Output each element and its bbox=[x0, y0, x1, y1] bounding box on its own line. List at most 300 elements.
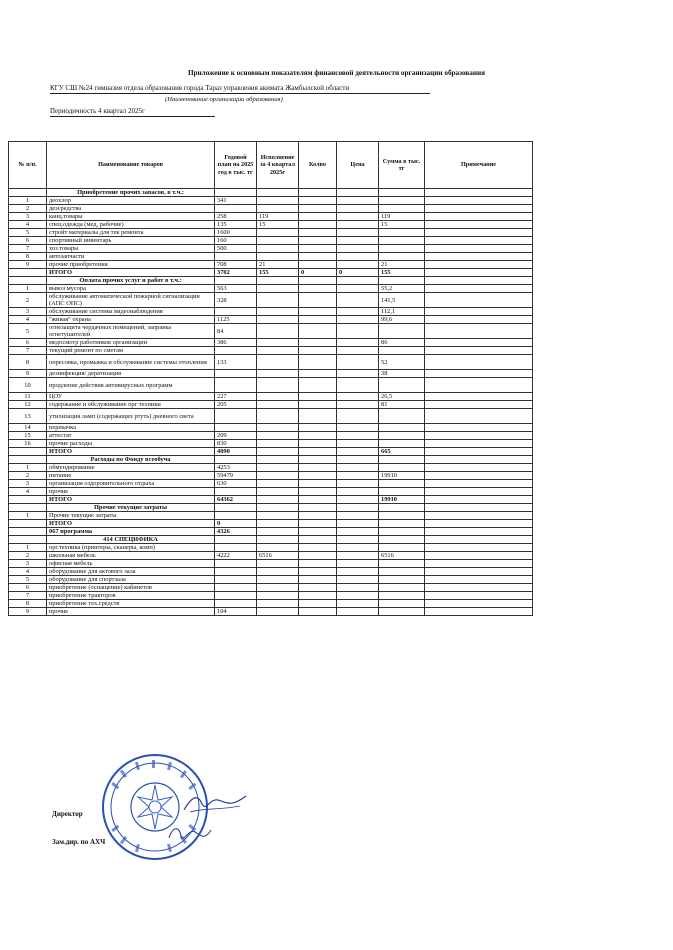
table-cell bbox=[425, 424, 533, 432]
table-cell bbox=[425, 293, 533, 308]
table-cell bbox=[257, 237, 299, 245]
table-cell bbox=[215, 560, 257, 568]
table-cell bbox=[215, 600, 257, 608]
table-cell bbox=[215, 512, 257, 520]
table-row bbox=[9, 576, 533, 584]
table-cell: обмундирование bbox=[47, 464, 215, 472]
table-cell bbox=[379, 237, 425, 245]
table-cell bbox=[257, 393, 299, 401]
table-cell bbox=[425, 370, 533, 378]
table-cell bbox=[215, 488, 257, 496]
table-cell bbox=[299, 261, 337, 269]
table-cell bbox=[379, 229, 425, 237]
table-cell bbox=[215, 544, 257, 552]
table-row bbox=[9, 253, 533, 261]
table-cell bbox=[9, 189, 47, 197]
table-cell bbox=[257, 253, 299, 261]
table-cell bbox=[337, 520, 379, 528]
document-title: Приложение к основным показателям финансовой деятельности организации образования bbox=[187, 69, 486, 77]
table-cell bbox=[299, 293, 337, 308]
table-cell bbox=[425, 528, 533, 536]
table-cell: 6516 bbox=[379, 552, 425, 560]
table-cell bbox=[257, 520, 299, 528]
table-cell bbox=[425, 600, 533, 608]
table-cell bbox=[425, 269, 533, 277]
table-cell bbox=[337, 464, 379, 472]
table-cell bbox=[215, 568, 257, 576]
table-cell bbox=[425, 261, 533, 269]
table-cell bbox=[379, 464, 425, 472]
table-cell: 84 bbox=[215, 324, 257, 339]
table-cell: 500 bbox=[215, 245, 257, 253]
deputy-signature bbox=[165, 820, 215, 848]
table-cell bbox=[425, 432, 533, 440]
table-cell bbox=[257, 560, 299, 568]
table-cell bbox=[337, 316, 379, 324]
total-row bbox=[9, 496, 533, 504]
table-cell: школьная мебель bbox=[47, 552, 215, 560]
table-cell bbox=[337, 488, 379, 496]
table-cell: оборудование для спортзала bbox=[47, 576, 215, 584]
table-cell: 1 bbox=[9, 285, 47, 293]
section-header bbox=[9, 277, 533, 285]
table-cell: приобретение тракторов bbox=[47, 592, 215, 600]
table-cell: "живая" охрана bbox=[47, 316, 215, 324]
table-cell: ЦОУ bbox=[47, 393, 215, 401]
table-cell bbox=[215, 205, 257, 213]
table-cell: 4 bbox=[9, 488, 47, 496]
table-cell bbox=[337, 440, 379, 448]
table-cell: 2 bbox=[9, 552, 47, 560]
table-cell bbox=[379, 568, 425, 576]
table-cell: 4 bbox=[9, 316, 47, 324]
table-cell bbox=[379, 544, 425, 552]
table-cell: 386 bbox=[215, 339, 257, 347]
table-cell bbox=[9, 269, 47, 277]
table-cell bbox=[257, 464, 299, 472]
section-header bbox=[9, 189, 533, 197]
table-cell: приобретение тех.средств bbox=[47, 600, 215, 608]
table-cell: 4090 bbox=[215, 448, 257, 456]
table-cell bbox=[215, 424, 257, 432]
table-cell bbox=[257, 536, 299, 544]
table-cell: Приобретение прочих запасов, в т.ч.: bbox=[47, 189, 215, 197]
table-cell bbox=[379, 512, 425, 520]
table-cell bbox=[299, 245, 337, 253]
table-header-row bbox=[9, 142, 533, 189]
table-cell: 258 bbox=[215, 213, 257, 221]
table-cell bbox=[337, 409, 379, 424]
table-cell: 135 bbox=[215, 221, 257, 229]
table-cell: 5 bbox=[9, 324, 47, 339]
table-cell bbox=[299, 285, 337, 293]
table-cell: прочие bbox=[47, 608, 215, 616]
table-cell bbox=[425, 245, 533, 253]
table-cell: 0 bbox=[215, 520, 257, 528]
table-cell bbox=[299, 448, 337, 456]
table-cell bbox=[299, 568, 337, 576]
table-cell: 227 bbox=[215, 393, 257, 401]
table-row bbox=[9, 221, 533, 229]
table-row bbox=[9, 552, 533, 560]
table-cell: ИТОГО bbox=[47, 269, 215, 277]
table-cell: ИТОГО bbox=[47, 448, 215, 456]
table-cell bbox=[299, 432, 337, 440]
table-cell bbox=[337, 568, 379, 576]
table-cell bbox=[337, 355, 379, 370]
table-cell bbox=[337, 285, 379, 293]
table-row bbox=[9, 440, 533, 448]
table-cell bbox=[337, 552, 379, 560]
table-cell bbox=[299, 592, 337, 600]
table-cell bbox=[379, 480, 425, 488]
table-cell: 414 СПЕЦИФИКА bbox=[47, 536, 215, 544]
table-cell bbox=[257, 504, 299, 512]
table-cell: перекачка bbox=[47, 424, 215, 432]
table-cell bbox=[299, 544, 337, 552]
table-cell bbox=[425, 189, 533, 197]
table-cell bbox=[337, 480, 379, 488]
table-cell: 21 bbox=[379, 261, 425, 269]
table-cell: 15 bbox=[9, 432, 47, 440]
table-row bbox=[9, 213, 533, 221]
table-cell: 3 bbox=[9, 213, 47, 221]
table-cell: 160 bbox=[215, 237, 257, 245]
table-cell: 205 bbox=[215, 401, 257, 409]
table-cell bbox=[425, 456, 533, 464]
table-cell: 9 bbox=[9, 370, 47, 378]
table-cell: прочие приобретения bbox=[47, 261, 215, 269]
table-cell: ИТОГО bbox=[47, 496, 215, 504]
table-cell bbox=[379, 424, 425, 432]
table-row bbox=[9, 409, 533, 424]
table-cell bbox=[379, 504, 425, 512]
table-cell bbox=[425, 409, 533, 424]
table-cell bbox=[9, 448, 47, 456]
table-cell bbox=[215, 370, 257, 378]
table-cell bbox=[379, 197, 425, 205]
table-cell bbox=[337, 189, 379, 197]
table-row bbox=[9, 316, 533, 324]
table-cell bbox=[425, 608, 533, 616]
table-cell: 0 bbox=[337, 269, 379, 277]
table-cell bbox=[257, 496, 299, 504]
table-cell bbox=[257, 197, 299, 205]
table-row bbox=[9, 480, 533, 488]
table-cell: Расходы по Фонду всеобуча bbox=[47, 456, 215, 464]
table-cell bbox=[9, 504, 47, 512]
section-header bbox=[9, 536, 533, 544]
table-cell bbox=[299, 355, 337, 370]
table-cell: прочие bbox=[47, 488, 215, 496]
table-cell bbox=[299, 253, 337, 261]
table-cell bbox=[299, 189, 337, 197]
table-cell: канц.товары bbox=[47, 213, 215, 221]
table-cell bbox=[379, 245, 425, 253]
table-cell bbox=[299, 584, 337, 592]
deputy-label: Зам.дир. по АХЧ bbox=[52, 838, 106, 846]
table-cell: оборудование для актового зала bbox=[47, 568, 215, 576]
table-cell bbox=[425, 496, 533, 504]
table-cell: 1125 bbox=[215, 316, 257, 324]
table-cell bbox=[379, 440, 425, 448]
table-cell bbox=[299, 277, 337, 285]
table-row bbox=[9, 568, 533, 576]
table-cell bbox=[425, 536, 533, 544]
table-cell: 2 bbox=[9, 293, 47, 308]
table-cell bbox=[337, 205, 379, 213]
table-cell: огнезащита чердачных помещений, заправка огнетушителей bbox=[47, 324, 215, 339]
table-cell bbox=[379, 253, 425, 261]
table-cell bbox=[9, 536, 47, 544]
table-cell bbox=[299, 496, 337, 504]
table-cell bbox=[337, 512, 379, 520]
table-cell bbox=[215, 576, 257, 584]
director-signature bbox=[180, 790, 250, 818]
table-cell bbox=[425, 488, 533, 496]
table-cell: содержание и обслуживание орг техники bbox=[47, 401, 215, 409]
table-cell bbox=[425, 213, 533, 221]
table-cell bbox=[337, 308, 379, 316]
table-cell: дезсредства bbox=[47, 205, 215, 213]
table-cell bbox=[299, 488, 337, 496]
table-cell: текущий ремонт по сметам bbox=[47, 347, 215, 355]
table-cell bbox=[425, 520, 533, 528]
table-cell bbox=[337, 424, 379, 432]
table-row bbox=[9, 339, 533, 347]
table-cell bbox=[425, 448, 533, 456]
table-cell bbox=[425, 576, 533, 584]
table-cell: 19910 bbox=[379, 496, 425, 504]
table-cell bbox=[425, 308, 533, 316]
table-cell bbox=[257, 424, 299, 432]
table-cell bbox=[299, 480, 337, 488]
table-cell bbox=[299, 316, 337, 324]
table-row bbox=[9, 401, 533, 409]
table-cell: ИТОГО bbox=[47, 520, 215, 528]
table-cell: 1 bbox=[9, 197, 47, 205]
table-cell bbox=[257, 308, 299, 316]
table-cell bbox=[299, 536, 337, 544]
table-cell bbox=[257, 472, 299, 480]
table-cell bbox=[257, 277, 299, 285]
table-row bbox=[9, 584, 533, 592]
table-cell bbox=[257, 576, 299, 584]
table-cell: 1 bbox=[9, 512, 47, 520]
table-cell bbox=[299, 229, 337, 237]
table-cell: 5 bbox=[9, 576, 47, 584]
table-cell: 067 программа bbox=[47, 528, 215, 536]
table-cell bbox=[299, 520, 337, 528]
table-cell: 5 bbox=[9, 229, 47, 237]
table-cell bbox=[425, 237, 533, 245]
table-row bbox=[9, 592, 533, 600]
table-cell bbox=[425, 277, 533, 285]
table-cell: аттестат bbox=[47, 432, 215, 440]
table-cell bbox=[379, 560, 425, 568]
table-cell: 64362 bbox=[215, 496, 257, 504]
table-cell: 19910 bbox=[379, 472, 425, 480]
section-header bbox=[9, 456, 533, 464]
table-row bbox=[9, 378, 533, 393]
table-cell: 26,5 bbox=[379, 393, 425, 401]
director-label: Директор bbox=[52, 810, 83, 818]
table-cell bbox=[299, 552, 337, 560]
table-cell bbox=[337, 237, 379, 245]
table-cell bbox=[425, 205, 533, 213]
table-cell: 86 bbox=[379, 339, 425, 347]
table-cell bbox=[337, 504, 379, 512]
table-cell bbox=[379, 189, 425, 197]
table-cell bbox=[337, 432, 379, 440]
table-cell bbox=[257, 584, 299, 592]
table-row bbox=[9, 600, 533, 608]
table-cell: опресовка, промывка и обслуживание системы отопления bbox=[47, 355, 215, 370]
organization-note: (Наименование организации образования) bbox=[165, 96, 283, 103]
table-cell: 3 bbox=[9, 308, 47, 316]
table-cell: 55,2 bbox=[379, 285, 425, 293]
table-cell bbox=[337, 584, 379, 592]
table-cell bbox=[257, 600, 299, 608]
table-cell bbox=[299, 608, 337, 616]
table-cell: 112,1 bbox=[379, 308, 425, 316]
table-cell: 14 bbox=[9, 424, 47, 432]
table-cell bbox=[257, 245, 299, 253]
table-cell: 4 bbox=[9, 221, 47, 229]
table-cell bbox=[425, 552, 533, 560]
table-cell bbox=[337, 245, 379, 253]
table-cell bbox=[379, 277, 425, 285]
table-cell bbox=[379, 432, 425, 440]
table-cell bbox=[425, 378, 533, 393]
table-cell bbox=[379, 409, 425, 424]
table-cell: спортивный инвентарь bbox=[47, 237, 215, 245]
table-row bbox=[9, 237, 533, 245]
table-cell bbox=[425, 584, 533, 592]
table-cell bbox=[379, 528, 425, 536]
total-row bbox=[9, 269, 533, 277]
table-cell bbox=[425, 472, 533, 480]
table-cell: приобретение (оснащение) кабинетов bbox=[47, 584, 215, 592]
table-cell bbox=[257, 378, 299, 393]
table-cell bbox=[257, 409, 299, 424]
table-cell bbox=[257, 568, 299, 576]
table-cell bbox=[337, 277, 379, 285]
table-cell: 81 bbox=[379, 401, 425, 409]
table-cell bbox=[337, 592, 379, 600]
table-cell bbox=[337, 600, 379, 608]
table-cell bbox=[425, 560, 533, 568]
table-cell bbox=[425, 347, 533, 355]
table-cell: продление действия антивирусных программ bbox=[47, 378, 215, 393]
table-cell: утилизация ламп (содержащих ртуть) дневного света bbox=[47, 409, 215, 424]
table-cell: 155 bbox=[379, 269, 425, 277]
table-cell: 38 bbox=[379, 370, 425, 378]
table-cell bbox=[379, 520, 425, 528]
table-cell bbox=[379, 600, 425, 608]
table-cell bbox=[257, 347, 299, 355]
table-cell: 104 bbox=[215, 608, 257, 616]
table-row bbox=[9, 393, 533, 401]
table-cell bbox=[9, 520, 47, 528]
table-cell bbox=[299, 401, 337, 409]
table-cell bbox=[337, 536, 379, 544]
table-cell bbox=[379, 347, 425, 355]
table-row bbox=[9, 464, 533, 472]
table-cell bbox=[257, 544, 299, 552]
table-row bbox=[9, 355, 533, 370]
table-cell bbox=[425, 504, 533, 512]
period-label: Периодичность 4 квартал 2025г bbox=[50, 107, 215, 117]
table-cell bbox=[337, 261, 379, 269]
table-cell bbox=[299, 308, 337, 316]
table-cell bbox=[337, 472, 379, 480]
table-cell bbox=[379, 324, 425, 339]
table-cell: 12 bbox=[9, 401, 47, 409]
table-cell: 8 bbox=[9, 600, 47, 608]
table-cell bbox=[337, 378, 379, 393]
table-cell bbox=[299, 213, 337, 221]
col-header: Колво bbox=[299, 142, 337, 189]
table-cell bbox=[337, 496, 379, 504]
table-cell bbox=[9, 528, 47, 536]
table-cell bbox=[337, 339, 379, 347]
table-cell bbox=[425, 544, 533, 552]
table-cell bbox=[425, 440, 533, 448]
table-cell bbox=[257, 480, 299, 488]
table-cell bbox=[337, 293, 379, 308]
table-cell bbox=[257, 285, 299, 293]
table-cell bbox=[299, 378, 337, 393]
table-row bbox=[9, 370, 533, 378]
table-row bbox=[9, 544, 533, 552]
table-cell bbox=[257, 488, 299, 496]
table-cell bbox=[9, 456, 47, 464]
table-cell: 830 bbox=[215, 440, 257, 448]
table-cell: 1 bbox=[9, 544, 47, 552]
table-cell bbox=[425, 197, 533, 205]
table-cell bbox=[257, 608, 299, 616]
table-cell bbox=[337, 528, 379, 536]
table-cell bbox=[337, 576, 379, 584]
table-cell: 13 bbox=[9, 409, 47, 424]
table-cell bbox=[425, 480, 533, 488]
table-row bbox=[9, 261, 533, 269]
table-cell: 2 bbox=[9, 205, 47, 213]
table-cell: 21 bbox=[257, 261, 299, 269]
table-cell bbox=[257, 512, 299, 520]
table-cell bbox=[215, 189, 257, 197]
table-row bbox=[9, 512, 533, 520]
col-header: Цена bbox=[337, 142, 379, 189]
table-cell bbox=[337, 608, 379, 616]
table-cell: 11 bbox=[9, 393, 47, 401]
table-cell bbox=[337, 456, 379, 464]
table-cell bbox=[215, 277, 257, 285]
table-row bbox=[9, 432, 533, 440]
table-cell bbox=[337, 401, 379, 409]
table-cell bbox=[257, 205, 299, 213]
table-row bbox=[9, 229, 533, 237]
table-cell bbox=[425, 324, 533, 339]
table-cell bbox=[215, 347, 257, 355]
table-row bbox=[9, 293, 533, 308]
table-cell bbox=[257, 592, 299, 600]
total-row bbox=[9, 520, 533, 528]
table-cell: 7 bbox=[9, 347, 47, 355]
table-cell bbox=[299, 393, 337, 401]
table-cell: Оплата прочих услуг и работ в т.ч.: bbox=[47, 277, 215, 285]
